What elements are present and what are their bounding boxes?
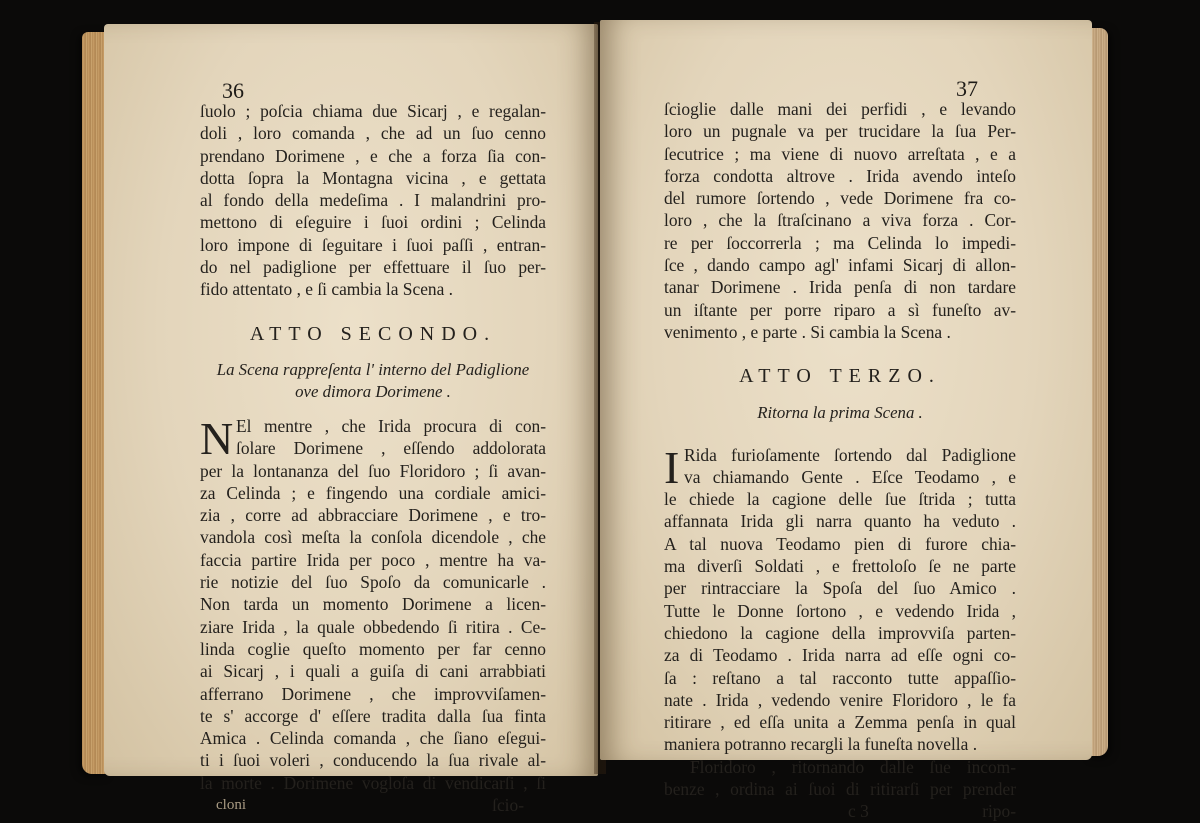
- text-line: ma diverſi Soldati , e frettoloſo ſe ne parte: [664, 556, 1016, 577]
- text-line: per rintracciare la Spoſa del ſuo Amico .: [664, 578, 1016, 599]
- scene-description: Ritorna la prima Scena .: [757, 402, 923, 422]
- text-line: ſcioglie dalle mani dei perfidi , e levando: [664, 99, 1016, 119]
- text-line: ſolare Dorimene , eſſendo addolorata: [236, 438, 546, 459]
- catchword: ripo-: [982, 801, 1016, 822]
- text-line: chiedono la cagione della improvviſa parten-: [664, 622, 1016, 643]
- scene-description: ove dimora Dorimene .: [295, 381, 451, 401]
- text-line: loro un pugnale va per trucidare la ſua Per-: [664, 121, 1016, 142]
- text-line: Amica . Celinda comanda , che ſiano eſegui-: [200, 728, 546, 749]
- text-line: per la lontananza del ſuo Floridoro ; ſi avan-: [200, 460, 546, 481]
- text-line: Floridoro , ritornando dalle ſue incom-: [690, 756, 1016, 777]
- text-line: prendano Dorimene , e che a forza ſia con-: [200, 145, 546, 166]
- text-line: ziare Irida , la quale obbedendo ſi ritira . Ce-: [200, 616, 546, 637]
- text-line: te s' accorge d' eſſere tradita dalla ſua finta: [200, 705, 546, 726]
- text-line: fido attentato , e ſi cambia la Scena .: [200, 279, 454, 300]
- left-page: [104, 24, 598, 816]
- text-line: linda coglie queſto momento per far cenno: [200, 638, 546, 659]
- right-page-text: [664, 98, 1016, 822]
- text-line: tanar Dorimene . Irida penſa di non tardare: [664, 277, 1016, 298]
- text-line: forza condotta altrove . Irida avendo inteſo: [664, 165, 1016, 186]
- text-line: zia , corre ad abbracciare Dorimene , e tro-: [200, 505, 546, 526]
- paragraph: [664, 98, 1016, 343]
- catchword: ſcio-: [492, 795, 524, 816]
- paragraph: [200, 100, 546, 301]
- text-line: mettono di eſeguire i ſuoi ordini ; Celinda: [200, 212, 546, 233]
- text-line: del rumore ſortendo , vede Dorimene fra co-: [664, 188, 1016, 209]
- text-line: rie notizie del ſuo Spoſo da comunicarle .: [200, 572, 546, 593]
- page-number: 36: [222, 78, 244, 103]
- page-number: 37: [956, 76, 978, 101]
- text-line: affannata Irida gli narra quanto ha veduto .: [664, 511, 1016, 532]
- text-line: ti i ſuoi voleri , conducendo la ſua rivale al-: [200, 750, 546, 771]
- text-line: un iſtante per porre riparo a sì funeſto av-: [664, 299, 1016, 320]
- text-line: doli , loro comanda , che ad un ſuo cenno: [200, 123, 546, 144]
- text-line: le chiede la cagione delle ſue ſtrida ; tutta: [664, 489, 1016, 510]
- text-line: ai Sicarj , i quali a guiſa di cani arrabbiati: [200, 661, 546, 682]
- text-line: maniera potranno recargli la funeſta novella .: [664, 734, 978, 755]
- paragraph: [664, 441, 1016, 756]
- text-line: loro impone di ſeguitare i ſuoi paſſi , entran-: [200, 234, 546, 255]
- text-line: afferrano Dorimene , che improvviſamen-: [200, 683, 546, 704]
- paragraph: [200, 412, 546, 794]
- act-heading: ATTO TERZO.: [739, 365, 941, 388]
- text-line: vandola così meſta la conſola dicendole , che: [200, 527, 546, 548]
- text-line: ſuolo ; poſcia chiama due Sicarj , e regalan-: [200, 101, 546, 121]
- text-line: re per ſoccorrerla ; ma Celinda lo impedi-: [664, 232, 1016, 253]
- right-page: [600, 20, 1092, 822]
- text-line: venimento , e parte . Si cambia la Scena .: [664, 321, 951, 342]
- text-line: va chiamando Gente . Eſce Teodamo , e: [684, 466, 1016, 487]
- text-line: ſecutrice ; ma viene di nuovo arreſtata , e a: [664, 143, 1016, 164]
- text-line: la morte . Dorimene vogloſa di vendicarſi , ſi: [200, 772, 546, 793]
- text-line: benze , ordina ai ſuoi di ritirarſi per prender: [664, 779, 1016, 800]
- text-line: al fondo della medeſima . I malandrini pro-: [200, 190, 546, 211]
- text-line: dotta ſopra la Montagna vicina , e gettata: [200, 167, 546, 188]
- text-line: do nel padiglione per effettuare il ſuo per-: [200, 257, 546, 278]
- text-line: Tutte le Donne ſortono , e vedendo Irida ,: [664, 600, 1016, 621]
- text-line: A tal nuova Teodamo pien di furore chia-: [664, 533, 1016, 554]
- act-heading: ATTO SECONDO.: [249, 322, 497, 345]
- text-line: Non tarda un momento Dorimene a licen-: [200, 594, 546, 615]
- page-footer: [200, 794, 546, 816]
- paragraph: [664, 756, 1016, 801]
- text-line: nate . Irida , vedendo venire Floridoro , le fa: [664, 689, 1016, 710]
- text-line: za Celinda ; e fingendo una cordiale amici-: [200, 482, 546, 503]
- scene-description: La Scena rappreſenta l' interno del Padiglione: [216, 359, 530, 379]
- text-line: za di Teodamo . Irida narra ad eſſe ogni co-: [664, 645, 1016, 666]
- text-line: ſce , dando campo agl' infami Sicarj di allon-: [664, 255, 1016, 276]
- drop-cap: N: [200, 412, 234, 464]
- page-footer: [664, 800, 1016, 822]
- bleed-through-text: cloni: [216, 797, 246, 814]
- text-line: ritirare , ed eſſa unita a Zemma penſa in qual: [664, 712, 1016, 733]
- text-line: ſa : reſtano a tal racconto tutte appaſſio-: [664, 667, 1016, 688]
- signature-mark: c 3: [848, 801, 869, 822]
- text-line: Rida furioſamente ſortendo dal Padiglione: [684, 444, 1016, 465]
- text-line: El mentre , che Irida procura di con-: [236, 415, 546, 436]
- left-page-text: [200, 100, 546, 816]
- text-line: loro , che la ſtraſcinano a viva forza . Cor-: [664, 210, 1016, 231]
- drop-cap: I: [664, 441, 680, 493]
- text-line: faccia partire Irida per poco , mentre ha va-: [200, 549, 546, 570]
